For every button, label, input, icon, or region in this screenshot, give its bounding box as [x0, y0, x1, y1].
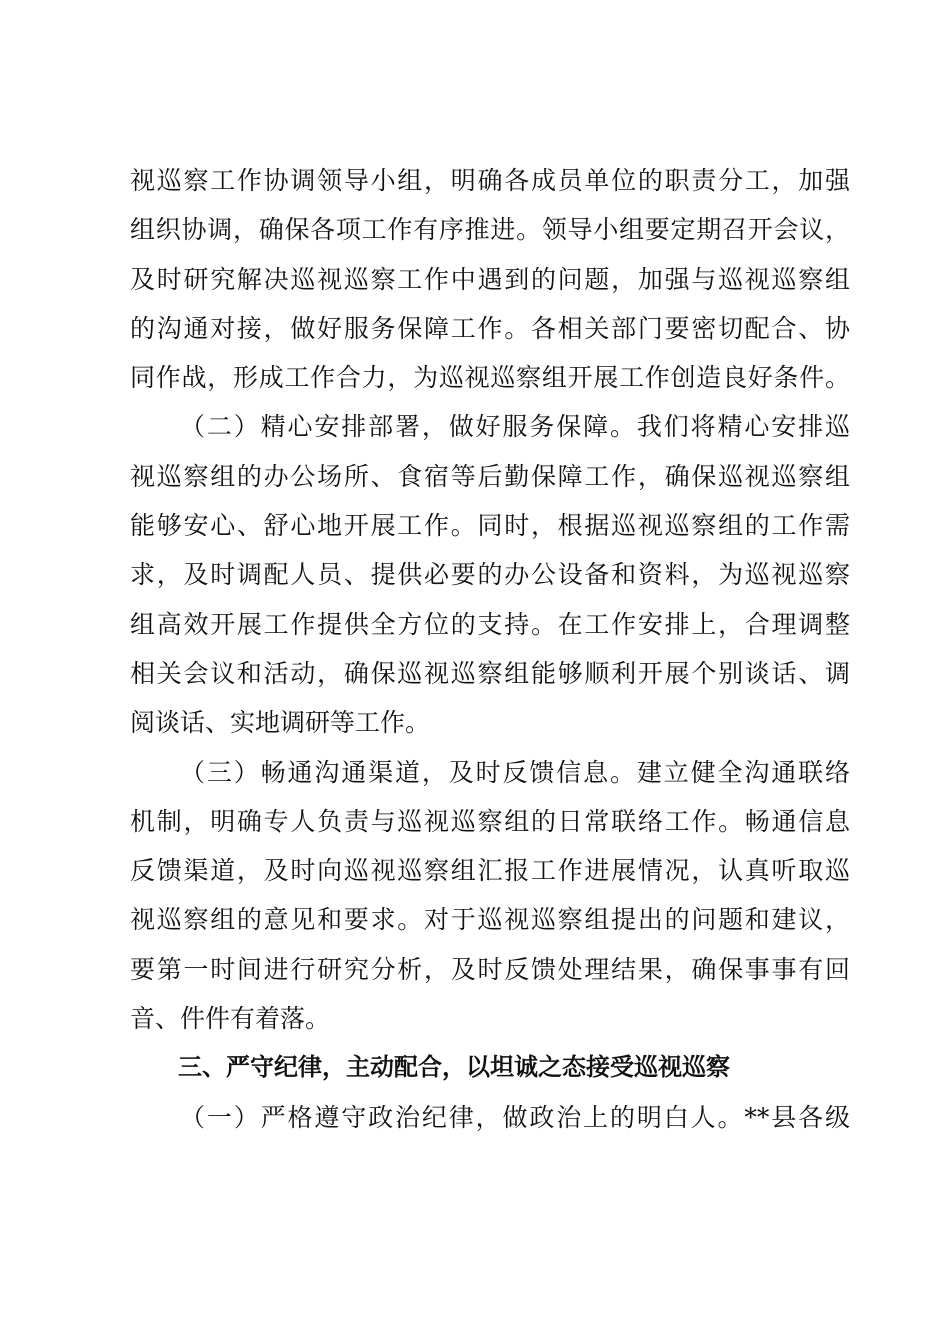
- paragraph-end-line: 阅谈话、实地调研等工作。: [130, 708, 431, 738]
- text-line: 视巡察工作协调领导小组，明确各成员单位的职责分工，加强: [130, 166, 850, 195]
- section-heading: 三、严守纪律，主动配合，以坦诚之态接受巡视巡察: [178, 1053, 730, 1082]
- text-line: 组织协调，确保各项工作有序推进。领导小组要定期召开会议，: [130, 215, 850, 245]
- document-body: [130, 156, 850, 1142]
- text-line: 要第一时间进行研究分析，及时反馈处理结果，确保事事有回: [130, 954, 850, 984]
- paragraph-end-line: 音、件件有着落。: [130, 1004, 331, 1034]
- text-line: 同作战，形成工作合力，为巡视巡察组开展工作创造良好条件。: [130, 363, 850, 393]
- text-line: 及时研究解决巡视巡察工作中遇到的问题，加强与巡视巡察组: [130, 264, 850, 294]
- paragraph-start-line: （一）严格遵守政治纪律，做政治上的明白人。**县各级: [180, 1102, 850, 1132]
- text-line: 的沟通对接，做好服务保障工作。各相关部门要密切配合、协: [130, 313, 850, 343]
- paragraph-start-line: （三）畅通沟通渠道，及时反馈信息。建立健全沟通联络: [180, 757, 850, 787]
- text-line: 机制，明确专人负责与巡视巡察组的日常联络工作。畅通信息: [130, 806, 850, 836]
- text-line: 视巡察组的办公场所、食宿等后勤保障工作，确保巡视巡察组: [130, 461, 850, 491]
- text-line: 求，及时调配人员、提供必要的办公设备和资料，为巡视巡察: [130, 560, 850, 590]
- text-line: 能够安心、舒心地开展工作。同时，根据巡视巡察组的工作需: [130, 511, 850, 541]
- paragraph-start-line: （二）精心安排部署，做好服务保障。我们将精心安排巡: [180, 412, 850, 442]
- text-line: 组高效开展工作提供全方位的支持。在工作安排上，合理调整: [130, 609, 850, 639]
- text-line: 反馈渠道，及时向巡视巡察组汇报工作进展情况，认真听取巡: [130, 856, 850, 886]
- text-line: 视巡察组的意见和要求。对于巡视巡察组提出的问题和建议，: [130, 905, 850, 935]
- text-line: 相关会议和活动，确保巡视巡察组能够顺利开展个别谈话、调: [130, 658, 850, 688]
